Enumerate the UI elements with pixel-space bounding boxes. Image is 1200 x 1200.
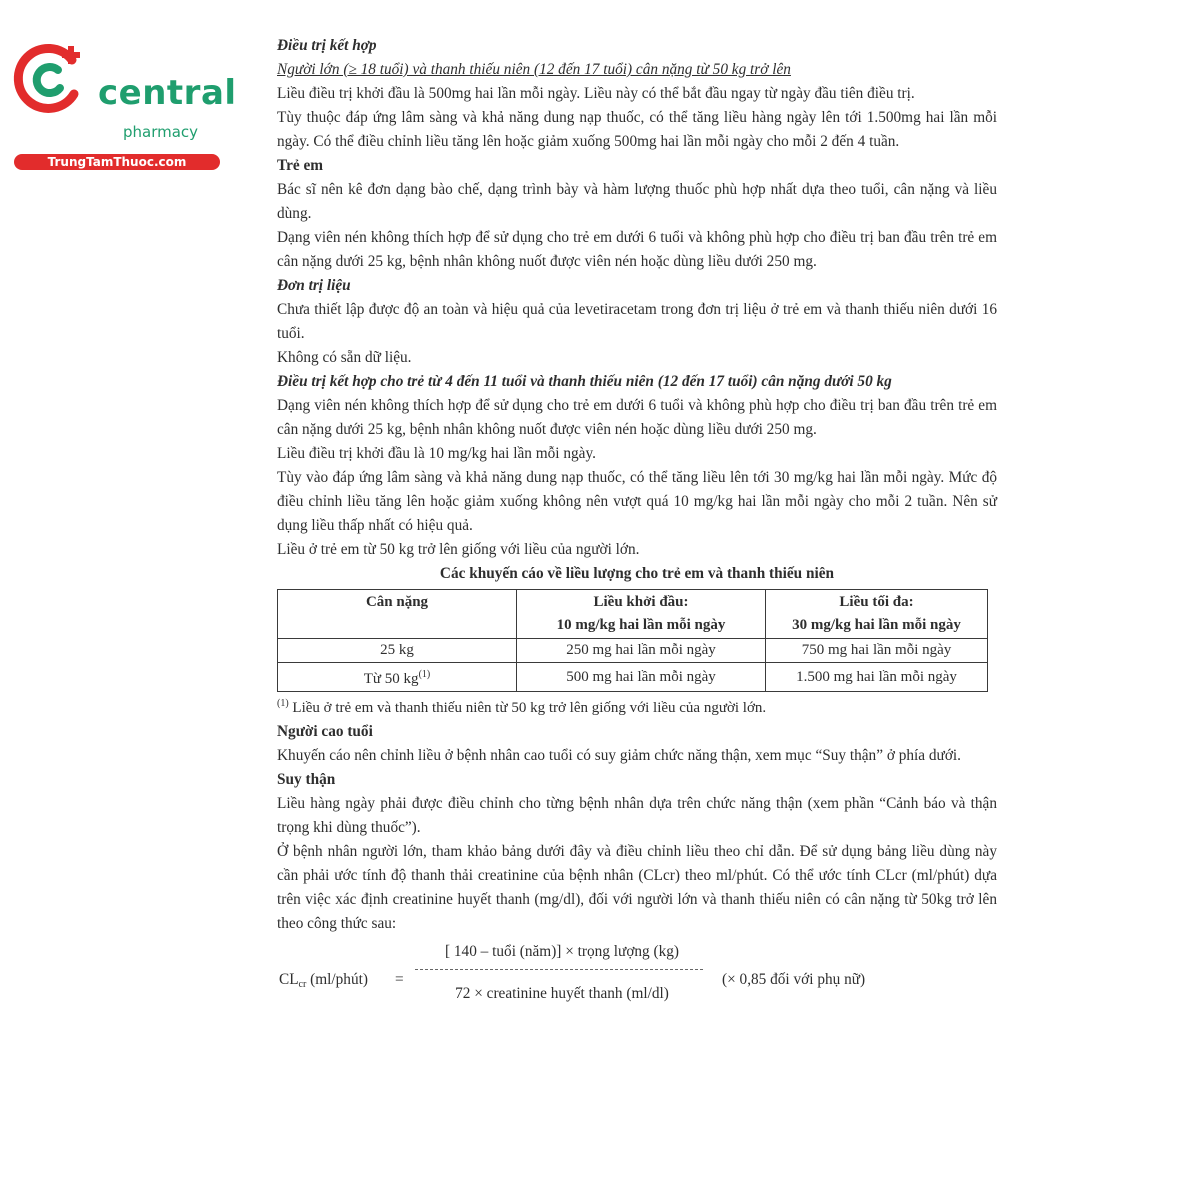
table-footnote	[277, 692, 997, 720]
paragraph: Liều điều trị khởi đầu là 10 mg/kg hai lần mỗi ngày.	[277, 445, 596, 462]
paragraph: Tùy thuộc đáp ứng lâm sàng và khả năng dung nạp thuốc, có thể tăng liều hàng ngày lên tới 1.500mg hai lần mỗi ngày. Có thể điều chỉnh liều tăng lên hoặc giảm xuống 500mg hai lần mỗi ngày cho mỗi 2 đến 4 tuần.	[277, 109, 997, 150]
logo-sub: pharmacy	[123, 123, 199, 141]
paragraph: Liều hàng ngày phải được điều chỉnh cho từng bệnh nhân dựa trên chức năng thận (xem phần “Cảnh báo và thận trọng khi dùng thuốc”).	[277, 795, 997, 836]
cell-weight: Từ 50 $kg^{(1)}$	[278, 663, 517, 692]
paragraph: Khuyến cáo nên chỉnh liều ở bệnh nhân cao tuổi có suy giảm chức năng thận, xem mục “Suy thận” ở phía dưới.	[277, 747, 961, 764]
paragraph: Tùy vào đáp ứng lâm sàng và khả năng dung nạp thuốc, có thể tăng liều lên tới 30 mg/kg hai lần mỗi ngày. Mức độ điều chỉnh liều tăng lên hoặc giảm xuống không nên vượt quá 10 mg/kg hai lần mỗi ngày cho mỗi 2 tuần. Nên sử dụng liều thấp nhất có hiệu quả.	[277, 469, 997, 534]
heading-combined-children: Điều trị kết hợp cho trẻ từ 4 đến 11 tuổi và thanh thiếu niên (12 đến 17 tuổi) cân nặng dưới 50 kg	[277, 373, 892, 390]
logo-name: central	[98, 73, 237, 113]
logo-ribbon: TrungTamThuoc.com	[14, 154, 220, 170]
formula-equals: =	[395, 971, 404, 988]
header-max-dose-value: 30 mg/kg hai lần mỗi ngày	[792, 617, 961, 633]
formula-fraction-line	[415, 969, 703, 970]
formula-numerator: [ 140 – tuổi (năm)] × trọng lượng (kg)	[444, 943, 680, 960]
table-title: Các khuyến cáo về liều lượng cho trẻ em và thanh thiếu niên	[439, 565, 835, 582]
heading-renal: Suy thận	[277, 771, 336, 788]
header-start-dose-label: Liều khởi đầu:	[593, 594, 689, 610]
paragraph: Liều điều trị khởi đầu là 500mg hai lần mỗi ngày. Liều này có thể bắt đầu ngay từ ngày đầu tiên điều trị.	[277, 85, 915, 102]
table-row	[278, 663, 988, 692]
table-row	[278, 639, 988, 663]
cell-max-dose: 750 mg hai lần mỗi ngày	[766, 639, 988, 663]
clcr-formula	[277, 940, 997, 1020]
pharmacy-logo	[10, 36, 237, 169]
heading-monotherapy: Đơn trị liệu	[277, 277, 351, 294]
paragraph: Liều ở trẻ em từ 50 kg trở lên giống với liều của người lớn.	[277, 541, 640, 558]
dosage-table	[277, 589, 988, 692]
header-max-dose-label: Liều tối đa:	[839, 594, 914, 610]
cell-start-dose: 250 mg hai lần mỗi ngày	[517, 639, 766, 663]
paragraph: Chưa thiết lập được độ an toàn và hiệu quả của levetiracetam trong đơn trị liệu ở trẻ em và thanh thiếu niên dưới 16 tuổi.	[277, 301, 997, 342]
paragraph: Dạng viên nén không thích hợp để sử dụng cho trẻ em dưới 6 tuổi và không phù hợp cho điều trị ban đầu trên trẻ em cân nặng dưới 25 kg, bệnh nhân không nuốt được viên nén hoặc dùng liều dưới 250 mg.	[277, 397, 997, 438]
paragraph: Không có sẵn dữ liệu.	[277, 349, 412, 366]
footnote-mark: (1)	[277, 698, 289, 709]
paragraph: Dạng viên nén không thích hợp để sử dụng cho trẻ em dưới 6 tuổi và không phù hợp cho điều trị ban đầu trên trẻ em cân nặng dưới 25 kg, bệnh nhân không nuốt được viên nén hoặc dùng liều dưới 250 mg.	[277, 229, 997, 270]
heading-elderly: Người cao tuổi	[277, 723, 373, 740]
subheading-adults: Người lớn (≥ 18 tuổi) và thanh thiếu niên (12 đến 17 tuổi) cân nặng từ 50 kg trở lên	[277, 61, 791, 78]
paragraph: Ở bệnh nhân người lớn, tham khảo bảng dưới đây và điều chỉnh liều theo chỉ dẫn. Để sử dụng bảng liều dùng này cần phải ước tính độ thanh thải creatinine của bệnh nhân (CLcr) theo ml/phút. Có thể ước tính CLcr (ml/phút) dựa trên việc xác định creatinine huyết thanh (mg/dl), đối với người lớn và thanh thiếu niên có cân nặng từ 50kg trở lên theo công thức sau:	[277, 843, 997, 932]
heading-children: Trẻ em	[277, 157, 324, 174]
formula-lhs: $CL_{cr}$ (ml/phút)	[279, 971, 368, 990]
paragraph: Bác sĩ nên kê đơn dạng bào chế, dạng trình bày và hàm lượng thuốc phù hợp nhất dựa theo tuổi, cân nặng và liều dùng.	[277, 181, 997, 222]
table-header-row	[278, 590, 988, 639]
cell-weight: 25 kg	[278, 639, 517, 663]
header-start-dose-value: 10 mg/kg hai lần mỗi ngày	[556, 617, 726, 633]
header-max-dose	[766, 590, 988, 639]
logo-c-icon	[10, 38, 90, 118]
formula-denominator: 72 × creatinine huyết thanh (ml/dl)	[455, 985, 669, 1002]
cell-start-dose: 500 mg hai lần mỗi ngày	[517, 663, 766, 692]
heading-combined-therapy: Điều trị kết hợp	[277, 37, 377, 54]
footnote-mark: (1)	[418, 669, 431, 680]
header-start-dose	[517, 590, 766, 639]
header-weight: Cân nặng	[278, 590, 517, 639]
formula-note: (× 0,85 đối với phụ nữ)	[722, 971, 866, 988]
cell-max-dose: 1.500 mg hai lần mỗi ngày	[766, 663, 988, 692]
footnote-text: Liều ở trẻ em và thanh thiếu niên từ 50 kg trở lên giống với liều của người lớn.	[292, 700, 767, 716]
document-body	[277, 34, 997, 1020]
